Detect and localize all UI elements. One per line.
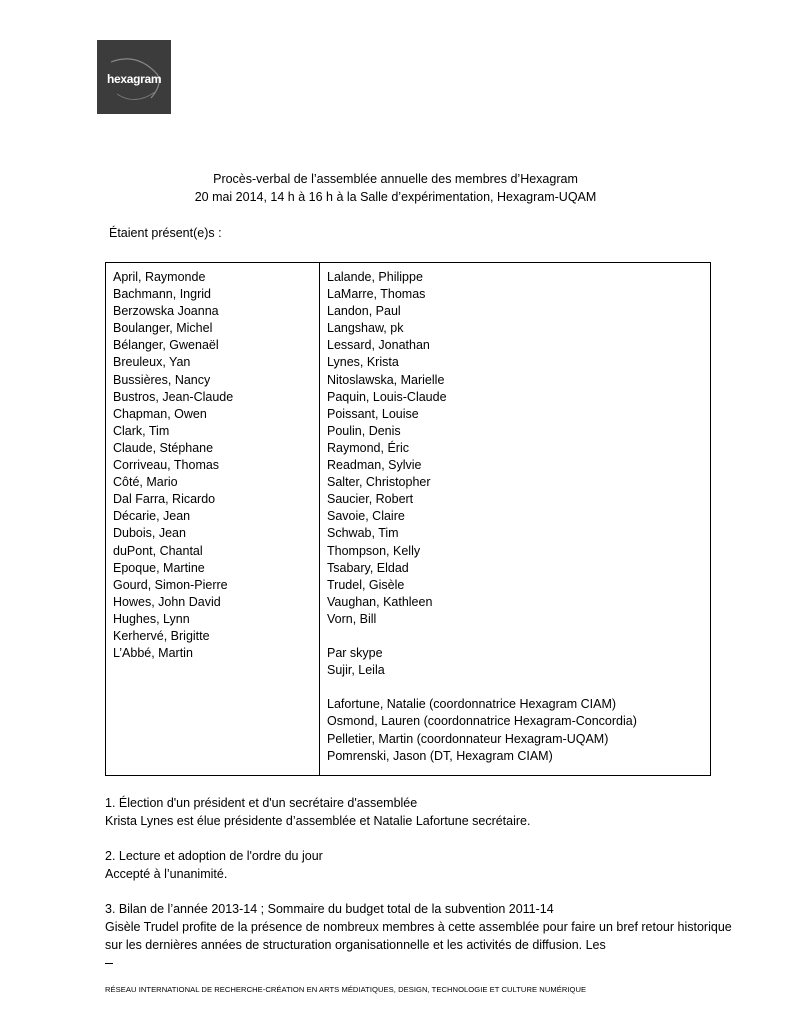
attendee-name: Lafortune, Natalie (coordonnatrice Hexagram CIAM) <box>327 697 617 712</box>
attendee-name: Dubois, Jean <box>113 526 186 541</box>
section-1-heading: 1. Élection d'un président et d'un secrétaire d'assemblée <box>105 796 418 810</box>
attendee-name: Thompson, Kelly <box>327 543 421 558</box>
attendee-name: Pomrenski, Jason (DT, Hexagram CIAM) <box>327 748 553 763</box>
section-2 <box>105 847 323 883</box>
attendee-name: L’Abbé, Martin <box>113 646 193 661</box>
footer-text: RÉSEAU INTERNATIONAL DE RECHERCHE-CRÉATION EN ARTS MÉDIATIQUES, DESIGN, TECHNOLOGIE ET CULTURE NUMÉRIQUE <box>105 985 587 994</box>
attendee-name: Trudel, Gisèle <box>327 577 405 592</box>
attendee-name: Schwab, Tim <box>327 526 399 541</box>
attendee-name: Lessard, Jonathan <box>327 338 430 353</box>
attendee-name: Gourd, Simon-Pierre <box>113 577 228 592</box>
attendee-name: Raymond, Éric <box>327 440 409 455</box>
attendee-name: duPont, Chantal <box>113 543 203 558</box>
hexagram-logo <box>97 40 171 114</box>
attendee-name: Vorn, Bill <box>327 611 377 626</box>
attendee-name: Poulin, Denis <box>327 423 401 438</box>
attendee-name: Pelletier, Martin (coordonnateur Hexagram-UQAM) <box>327 731 609 746</box>
attendee-name: Bustros, Jean-Claude <box>113 389 234 404</box>
attendees-right-column <box>320 263 711 776</box>
attendee-name: LaMarre, Thomas <box>327 287 426 302</box>
section-3-heading: 3. Bilan de l’année 2013-14 ; Sommaire du budget total de la subvention 2011-14 <box>105 902 554 916</box>
attendee-name: Lynes, Krista <box>327 355 399 370</box>
coordinators-list <box>327 696 710 764</box>
attendee-name: Howes, John David <box>113 594 221 609</box>
attendee-name: Landon, Paul <box>327 304 401 319</box>
section-3 <box>105 900 735 954</box>
section-2-body: Accepté à l’unanimité. <box>105 867 228 881</box>
attendee-name: Claude, Stéphane <box>113 440 214 455</box>
attendee-name: Readman, Sylvie <box>327 458 422 473</box>
attendee-name: Bélanger, Gwenaël <box>113 338 219 353</box>
attendee-name: Tsabary, Eldad <box>327 560 409 575</box>
attendee-name: Poissant, Louise <box>327 406 419 421</box>
attendee-name: Décarie, Jean <box>113 509 191 524</box>
attendee-name: Langshaw, pk <box>327 321 404 336</box>
section-1-body: Krista Lynes est élue présidente d’assemblée et Natalie Lafortune secrétaire. <box>105 814 531 828</box>
attendee-name: April, Raymonde <box>113 270 206 284</box>
skype-label: Par skype <box>327 646 383 661</box>
attendee-name: Osmond, Lauren (coordonnatrice Hexagram-Concordia) <box>327 714 637 729</box>
document-title: Procès-verbal de l’assemblée annuelle des membres d’Hexagram <box>213 172 578 186</box>
attendee-name: Epoque, Martine <box>113 560 205 575</box>
footer-divider <box>105 963 113 964</box>
attendee-name: Vaughan, Kathleen <box>327 594 433 609</box>
attendees-right-list <box>327 269 710 628</box>
attendance-table <box>105 262 711 776</box>
attendee-name: Saucier, Robert <box>327 492 414 507</box>
attendee-name: Dal Farra, Ricardo <box>113 492 216 507</box>
document-subtitle: 20 mai 2014, 14 h à 16 h à la Salle d’expérimentation, Hexagram-UQAM <box>194 190 597 204</box>
present-label: Étaient présent(e)s : <box>109 226 222 240</box>
attendee-name: Sujir, Leila <box>327 663 385 678</box>
attendee-name: Hughes, Lynn <box>113 611 190 626</box>
attendee-name: Paquin, Louis-Claude <box>327 389 447 404</box>
logo-text: hexagram <box>107 72 162 86</box>
attendee-name: Salter, Christopher <box>327 475 431 490</box>
attendee-name: Berzowska Joanna <box>113 304 219 319</box>
attendee-name: Breuleux, Yan <box>113 355 191 370</box>
section-2-heading: 2. Lecture et adoption de l'ordre du jour <box>105 849 323 863</box>
attendee-name: Côté, Mario <box>113 475 178 490</box>
section-1 <box>105 794 530 830</box>
attendee-name: Bachmann, Ingrid <box>113 287 211 302</box>
attendee-name: Savoie, Claire <box>327 509 405 524</box>
attendee-name: Nitoslawska, Marielle <box>327 372 445 387</box>
attendee-name: Lalande, Philippe <box>327 270 423 284</box>
skype-list <box>327 662 710 679</box>
attendee-name: Bussières, Nancy <box>113 372 211 387</box>
attendees-left-column <box>106 263 320 776</box>
attendee-name: Boulanger, Michel <box>113 321 213 336</box>
attendee-name: Chapman, Owen <box>113 406 207 421</box>
attendee-name: Kerhervé, Brigitte <box>113 628 210 643</box>
attendee-name: Clark, Tim <box>113 423 170 438</box>
section-3-body: Gisèle Trudel profite de la présence de nombreux membres à cette assemblée pour faire un bref retour historique sur les dernières années de structuration organisationnelle et les activités de diffusion. Les <box>105 920 732 952</box>
attendee-name: Corriveau, Thomas <box>113 458 220 473</box>
